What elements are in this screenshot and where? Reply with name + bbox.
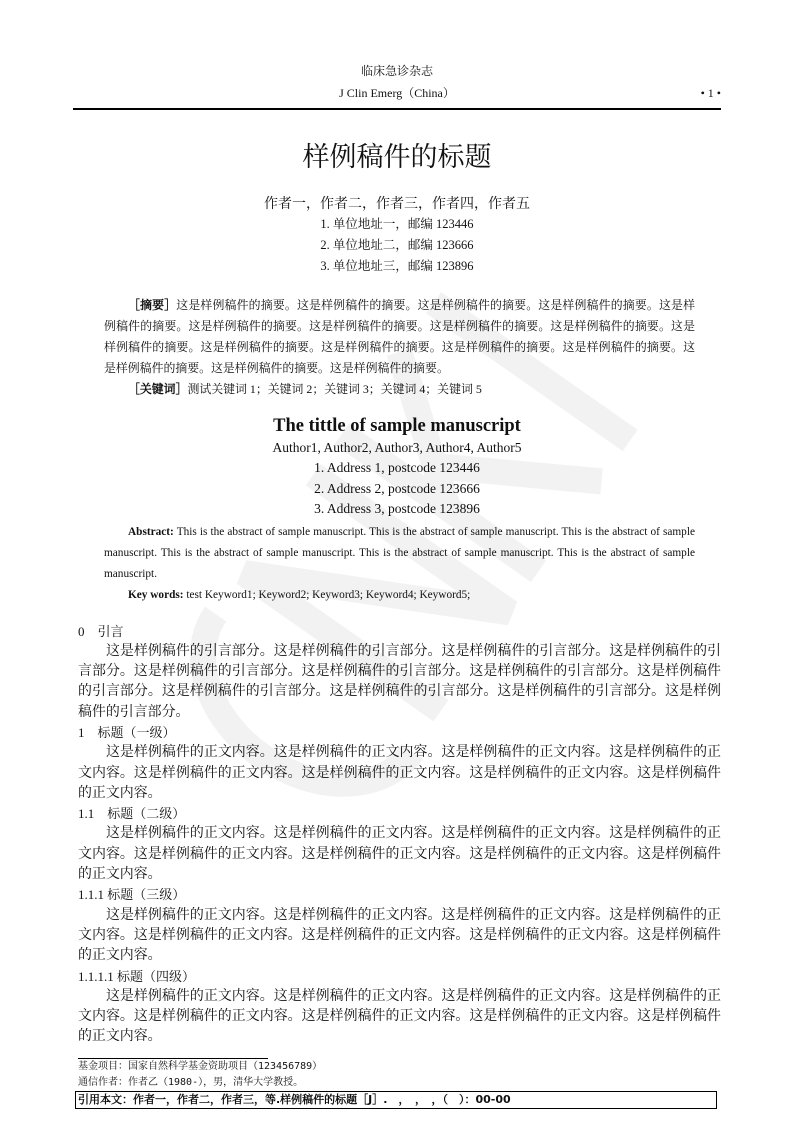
header-rule [73, 108, 721, 110]
address-item: 3. Address 3, postcode 123896 [314, 501, 480, 516]
keywords-text: 测试关键词 1；关键词 2；关键词 3；关键词 4；关键词 5 [187, 382, 482, 396]
section-heading: 1.1.1 标题（三级） [78, 887, 186, 903]
page-number: • 1 • [700, 86, 721, 100]
abstract-text: This is the abstract of sample manuscript. This is the abstract of sample manuscript. This is the abstract of sample manuscript. This is the abstract of sample manuscript. This is the abstract of sample manuscript. This is the abstract of sample manuscript. [104, 525, 695, 580]
footnote-corresponding: 通信作者：作者乙（1980-），男，清华大学教授。 [78, 1076, 304, 1088]
authors-cn: 作者一，作者二，作者三，作者四，作者五 [264, 196, 530, 212]
running-header [73, 84, 721, 102]
section-heading: 1 标题（一级） [78, 724, 176, 740]
keywords-label: ［关键词］ [128, 382, 188, 396]
authors-en: Author1, Author2, Author3, Author4, Author5 [272, 440, 522, 455]
address-item: 1. Address 1, postcode 123446 [314, 460, 480, 475]
abstract-text: 这是样例稿件的摘要。这是样例稿件的摘要。这是样例稿件的摘要。这是样例稿件的摘要。这是样例稿件的摘要。这是样例稿件的摘要。这是样例稿件的摘要。这是样例稿件的摘要。这是样例稿件的摘要。这是样例稿件的摘要。这是样例稿件的摘要。这是样例稿件的摘要。这是样例稿件的摘要。这是样例稿件的摘要。这是样例稿件的摘要。这是样例稿件的摘要。这是样例稿件的摘要。 [104, 298, 695, 375]
address-item: 1. 单位地址一，邮编 123446 [320, 217, 474, 231]
section-text: 这是样例稿件的引言部分。这是样例稿件的引言部分。这是样例稿件的引言部分。这是样例稿件的引言部分。这是样例稿件的引言部分。这是样例稿件的引言部分。这是样例稿件的引言部分。这是样例稿件的引言部分。这是样例稿件的引言部分。这是样例稿件的引言部分。这是样例稿件的引言部分。这是样例稿件的引言部分。 [78, 643, 721, 720]
section-heading: 1.1 标题（二级） [78, 806, 186, 822]
journal-name-cn: 临床急诊杂志 [360, 64, 433, 78]
journal-name-en: J Clin Emerg（China） [339, 86, 455, 100]
keywords-text: test Keyword1; Keyword2; Keyword3; Keyword4; Keyword5; [186, 588, 471, 601]
addresses-cn [73, 214, 721, 277]
abstract-label: ［摘要］ [128, 298, 177, 312]
section-text: 这是样例稿件的正文内容。这是样例稿件的正文内容。这是样例稿件的正文内容。这是样例稿件的正文内容。这是样例稿件的正文内容。这是样例稿件的正文内容。这是样例稿件的正文内容。这是样例稿件的正文内容。 [78, 988, 721, 1045]
section-heading: 1.1.1.1 标题（四级） [78, 968, 196, 984]
section-heading: 0 引言 [78, 623, 124, 639]
abstract-en [104, 522, 695, 606]
footnote-fund: 基金项目：国家自然科学基金资助项目（123456789） [78, 1060, 323, 1072]
citation-box: 引用本文：作者一，作者二，作者三，等.样例稿件的标题［J］. ， ， ，（ ）：00-00 [75, 1091, 717, 1109]
page-title: 样例稿件的标题 [302, 142, 492, 172]
section-text: 这是样例稿件的正文内容。这是样例稿件的正文内容。这是样例稿件的正文内容。这是样例稿件的正文内容。这是样例稿件的正文内容。这是样例稿件的正文内容。这是样例稿件的正文内容。这是样例稿件的正文内容。 [78, 907, 721, 964]
address-item: 3. 单位地址三，邮编 123896 [320, 259, 474, 273]
body [78, 622, 721, 1048]
address-item: 2. Address 2, postcode 123666 [314, 480, 480, 496]
section-text: 这是样例稿件的正文内容。这是样例稿件的正文内容。这是样例稿件的正文内容。这是样例稿件的正文内容。这是样例稿件的正文内容。这是样例稿件的正文内容。这是样例稿件的正文内容。这是样例稿件的正文内容。 [78, 826, 721, 883]
section-text: 这是样例稿件的正文内容。这是样例稿件的正文内容。这是样例稿件的正文内容。这是样例稿件的正文内容。这是样例稿件的正文内容。这是样例稿件的正文内容。这是样例稿件的正文内容。这是样例稿件的正文内容。 [78, 745, 721, 801]
addresses-en [73, 458, 721, 520]
abstract-cn [104, 295, 695, 400]
address-item: 2. 单位地址二，邮编 123666 [320, 238, 474, 252]
keywords-label: Key words: [128, 588, 184, 601]
abstract-label: Abstract: [128, 525, 174, 538]
title-en: The tittle of sample manuscript [273, 416, 521, 436]
